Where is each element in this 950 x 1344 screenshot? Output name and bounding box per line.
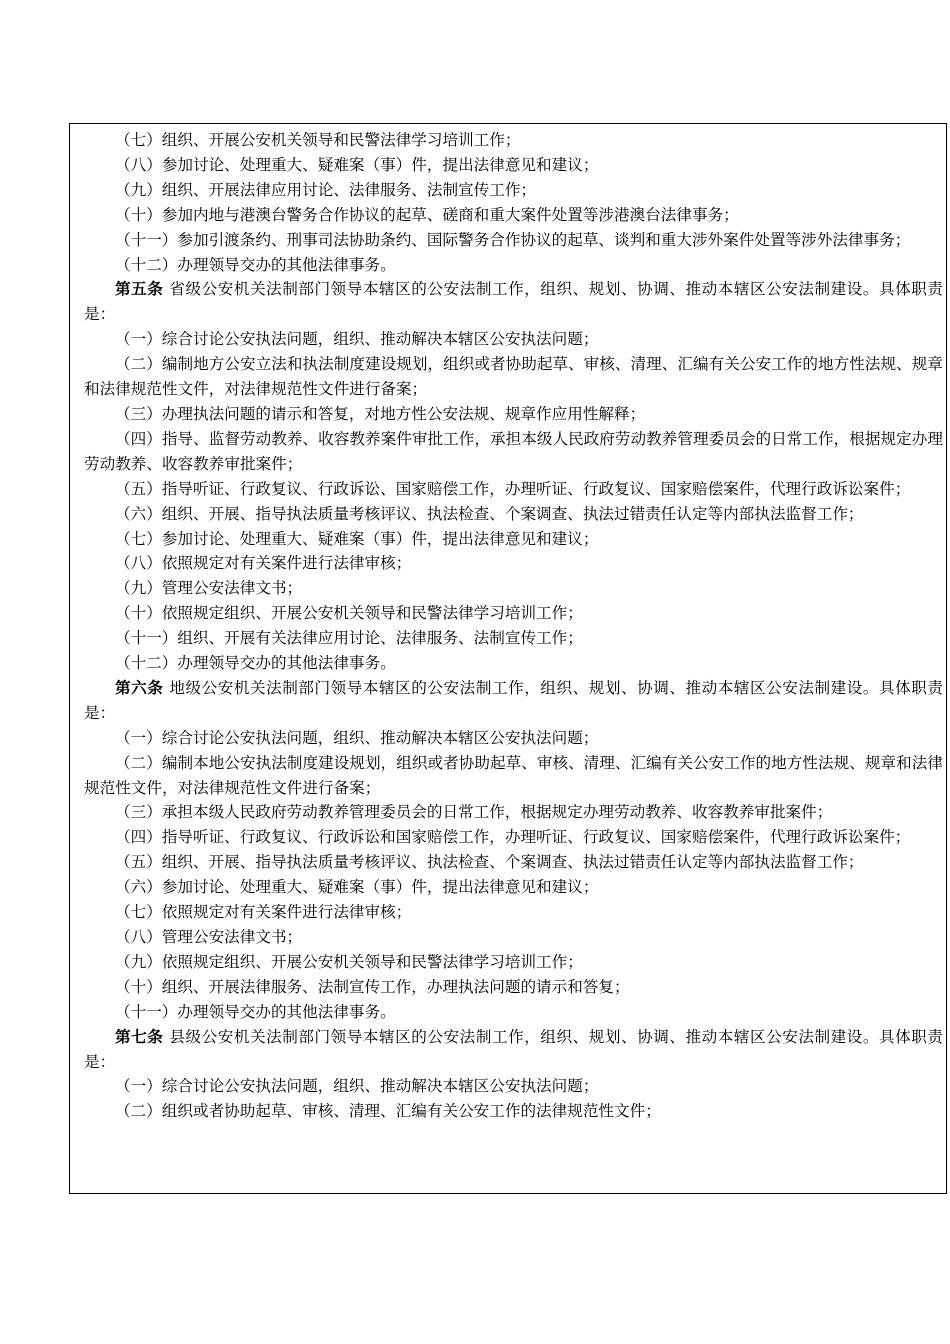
- clause-paragraph: [84, 402, 943, 427]
- clause-paragraph: [84, 253, 943, 278]
- paragraph-text: （六）参加讨论、处理重大、疑难案（事）件，提出法律意见和建议；: [115, 878, 599, 897]
- paragraph-text: 地级公安机关法制部门领导本辖区的公安法制工作，组织、规划、协调、推动本辖区公安法制建设。具体职责是：: [84, 678, 943, 722]
- paragraph-text: （十）参加内地与港澳台警务合作协议的起草、磋商和重大案件处置等涉港澳台法律事务；: [115, 205, 739, 224]
- clause-paragraph: [84, 850, 943, 875]
- paragraph-text: （十二）办理领导交办的其他法律事务。: [115, 654, 396, 673]
- clause-paragraph: [84, 875, 943, 900]
- clause-paragraph: [84, 128, 943, 153]
- document-body: [84, 128, 943, 1124]
- clause-paragraph: [84, 651, 943, 676]
- clause-paragraph: [84, 1000, 943, 1025]
- article-number: 第七条: [115, 1027, 164, 1046]
- clause-paragraph: [84, 477, 943, 502]
- clause-paragraph: [84, 427, 943, 477]
- paragraph-text: （十）依照规定组织、开展公安机关领导和民警法律学习培训工作；: [115, 604, 583, 623]
- paragraph-text: （五）组织、开展、指导执法质量考核评议、执法检查、个案调查、执法过错责任认定等内部执法监督工作；: [115, 853, 864, 872]
- clause-paragraph: [84, 751, 943, 801]
- paragraph-text: （十）组织、开展法律服务、法制宣传工作，办理执法问题的请示和答复；: [115, 977, 630, 996]
- clause-paragraph: [84, 800, 943, 825]
- paragraph-text: （八）参加讨论、处理重大、疑难案（事）件，提出法律意见和建议；: [115, 155, 599, 174]
- clause-paragraph: [84, 551, 943, 576]
- paragraph-text: （三）办理执法问题的请示和答复，对地方性公安法规、规章作应用性解释；: [115, 404, 646, 423]
- clause-paragraph: [84, 178, 943, 203]
- paragraph-text: 省级公安机关法制部门领导本辖区的公安法制工作，组织、规划、协调、推动本辖区公安法制建设。具体职责是：: [84, 280, 943, 324]
- paragraph-text: （一）综合讨论公安执法问题，组织、推动解决本辖区公安执法问题；: [115, 330, 599, 349]
- clause-paragraph: [84, 726, 943, 751]
- clause-paragraph: [84, 203, 943, 228]
- paragraph-text: 县级公安机关法制部门领导本辖区的公安法制工作，组织、规划、协调、推动本辖区公安法制建设。具体职责是：: [84, 1027, 943, 1071]
- paragraph-text: （九）依照规定组织、开展公安机关领导和民警法律学习培训工作；: [115, 952, 583, 971]
- paragraph-text: （八）依照规定对有关案件进行法律审核；: [115, 554, 412, 573]
- paragraph-text: （二）编制地方公安立法和执法制度建设规划，组织或者协助起草、审核、清理、汇编有关公安工作的地方性法规、规章和法律规范性文件，对法律规范性文件进行备案；: [84, 355, 943, 399]
- paragraph-text: （七）依照规定对有关案件进行法律审核；: [115, 903, 412, 922]
- article-paragraph: [84, 676, 943, 726]
- paragraph-text: （十一）组织、开展有关法律应用讨论、法律服务、法制宣传工作；: [115, 629, 583, 648]
- paragraph-text: （十一）办理领导交办的其他法律事务。: [115, 1002, 396, 1021]
- paragraph-text: （八）管理公安法律文书；: [115, 928, 303, 946]
- paragraph-text: （六）组织、开展、指导执法质量考核评议、执法检查、个案调查、执法过错责任认定等内部执法监督工作；: [115, 504, 864, 523]
- clause-paragraph: [84, 527, 943, 552]
- paragraph-text: （九）管理公安法律文书；: [115, 579, 303, 598]
- article-number: 第五条: [115, 280, 164, 299]
- clause-paragraph: [84, 626, 943, 651]
- paragraph-text: （二）组织或者协助起草、审核、清理、汇编有关公安工作的法律规范性文件；: [115, 1102, 661, 1121]
- article-paragraph: [84, 277, 943, 327]
- article-number: 第六条: [115, 678, 164, 697]
- paragraph-text: （十一）参加引渡条约、刑事司法协助条约、国际警务合作协议的起草、谈判和重大涉外案件处置等涉外法律事务；: [115, 230, 911, 249]
- clause-paragraph: [84, 925, 943, 950]
- clause-paragraph: [84, 975, 943, 1000]
- paragraph-text: （一）综合讨论公安执法问题，组织、推动解决本辖区公安执法问题；: [115, 728, 599, 747]
- paragraph-text: （四）指导、监督劳动教养、收容教养案件审批工作，承担本级人民政府劳动教养管理委员会的日常工作，根据规定办理劳动教养、收容教养审批案件；: [84, 429, 943, 473]
- clause-paragraph: [84, 576, 943, 601]
- document-frame: [69, 123, 947, 1194]
- clause-paragraph: [84, 327, 943, 352]
- paragraph-text: （十二）办理领导交办的其他法律事务。: [115, 255, 396, 274]
- paragraph-text: （三）承担本级人民政府劳动教养管理委员会的日常工作，根据规定办理劳动教养、收容教养审批案件；: [115, 803, 833, 822]
- clause-paragraph: [84, 825, 943, 850]
- clause-paragraph: [84, 601, 943, 626]
- clause-paragraph: [84, 1099, 943, 1124]
- paragraph-text: （五）指导听证、行政复议、行政诉讼、国家赔偿工作，办理听证、行政复议、国家赔偿案件，代理行政诉讼案件；: [115, 479, 911, 498]
- clause-paragraph: [84, 1074, 943, 1099]
- clause-paragraph: [84, 950, 943, 975]
- paragraph-text: （九）组织、开展法律应用讨论、法律服务、法制宣传工作；: [115, 180, 537, 199]
- clause-paragraph: [84, 502, 943, 527]
- clause-paragraph: [84, 900, 943, 925]
- clause-paragraph: [84, 352, 943, 402]
- paragraph-text: （四）指导听证、行政复议、行政诉讼和国家赔偿工作，办理听证、行政复议、国家赔偿案件，代理行政诉讼案件；: [115, 828, 911, 847]
- clause-paragraph: [84, 153, 943, 178]
- paragraph-text: （七）组织、开展公安机关领导和民警法律学习培训工作；: [115, 131, 521, 149]
- article-paragraph: [84, 1025, 943, 1075]
- paragraph-text: （七）参加讨论、处理重大、疑难案（事）件，提出法律意见和建议；: [115, 529, 599, 548]
- paragraph-text: （一）综合讨论公安执法问题，组织、推动解决本辖区公安执法问题；: [115, 1077, 599, 1096]
- clause-paragraph: [84, 228, 943, 253]
- paragraph-text: （二）编制本地公安执法制度建设规划，组织或者协助起草、审核、清理、汇编有关公安工作的地方性法规、规章和法律规范性文件，对法律规范性文件进行备案；: [84, 753, 943, 797]
